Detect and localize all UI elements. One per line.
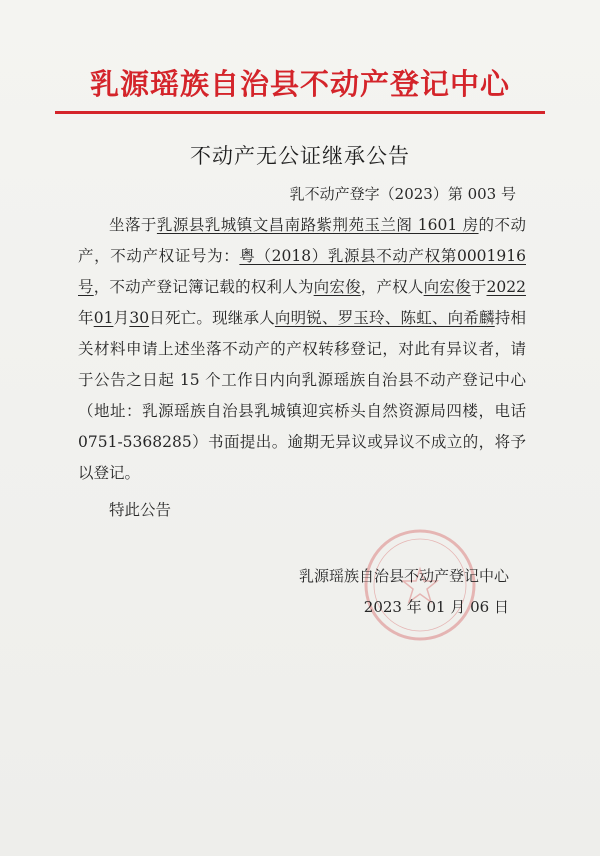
death-year: 2022 xyxy=(486,278,526,296)
document-number: 乳不动产登字（2023）第 003 号 xyxy=(289,185,516,203)
body-text-segment: 持相关材料申请上述坐落不动产的产权转移登记，对此有异议者，请于公告之日起 15 个工作日内向乳源瑶族自治县不动产登记中心（地址：乳源瑶族自治县乳城镇迎宾桥头自然资源局四楼，电话 0751-5368285）书面提出。逾期无异议或异议不成立的，将予以登记。 xyxy=(78,309,526,482)
deceased-owner: 向宏俊 xyxy=(423,278,471,296)
signature-date: 2023 年 01 月 06 日 xyxy=(363,598,509,616)
body-text-segment: 的不动产，不动产权证号为： xyxy=(78,216,526,265)
body-text-segment: 日死亡。现继承人 xyxy=(149,309,275,327)
body-text-segment: 坐落于 xyxy=(109,216,157,234)
document-title: 不动产无公证继承公告 xyxy=(190,144,410,168)
org-header-title: 乳源瑶族自治县不动产登记中心 xyxy=(89,67,510,101)
property-location: 乳源县乳城镇文昌南路紫荆苑玉兰阁 1601 房 xyxy=(156,216,479,234)
closing-phrase: 特此公告 xyxy=(109,501,172,519)
document-body xyxy=(78,210,526,489)
body-text-segment: 于 xyxy=(470,278,487,296)
body-text-segment: ，产权人 xyxy=(360,278,424,296)
body-paragraph xyxy=(78,210,526,489)
certificate-number: 粤（2018）乳源县不动产权第0001916号 xyxy=(78,247,526,296)
body-text-segment: 年 xyxy=(78,309,94,327)
body-text-segment: ，不动产登记簿记载的权利人为 xyxy=(93,278,314,296)
heirs-list: 向明锐、罗玉玲、陈虹、向希麟 xyxy=(274,309,495,327)
death-day: 30 xyxy=(129,309,150,327)
death-month: 01 xyxy=(93,309,114,327)
red-header-rule xyxy=(55,111,545,114)
registered-owner: 向宏俊 xyxy=(313,278,361,296)
signature-organization: 乳源瑶族自治县不动产登记中心 xyxy=(298,567,509,585)
body-text-segment: 月 xyxy=(113,309,130,327)
